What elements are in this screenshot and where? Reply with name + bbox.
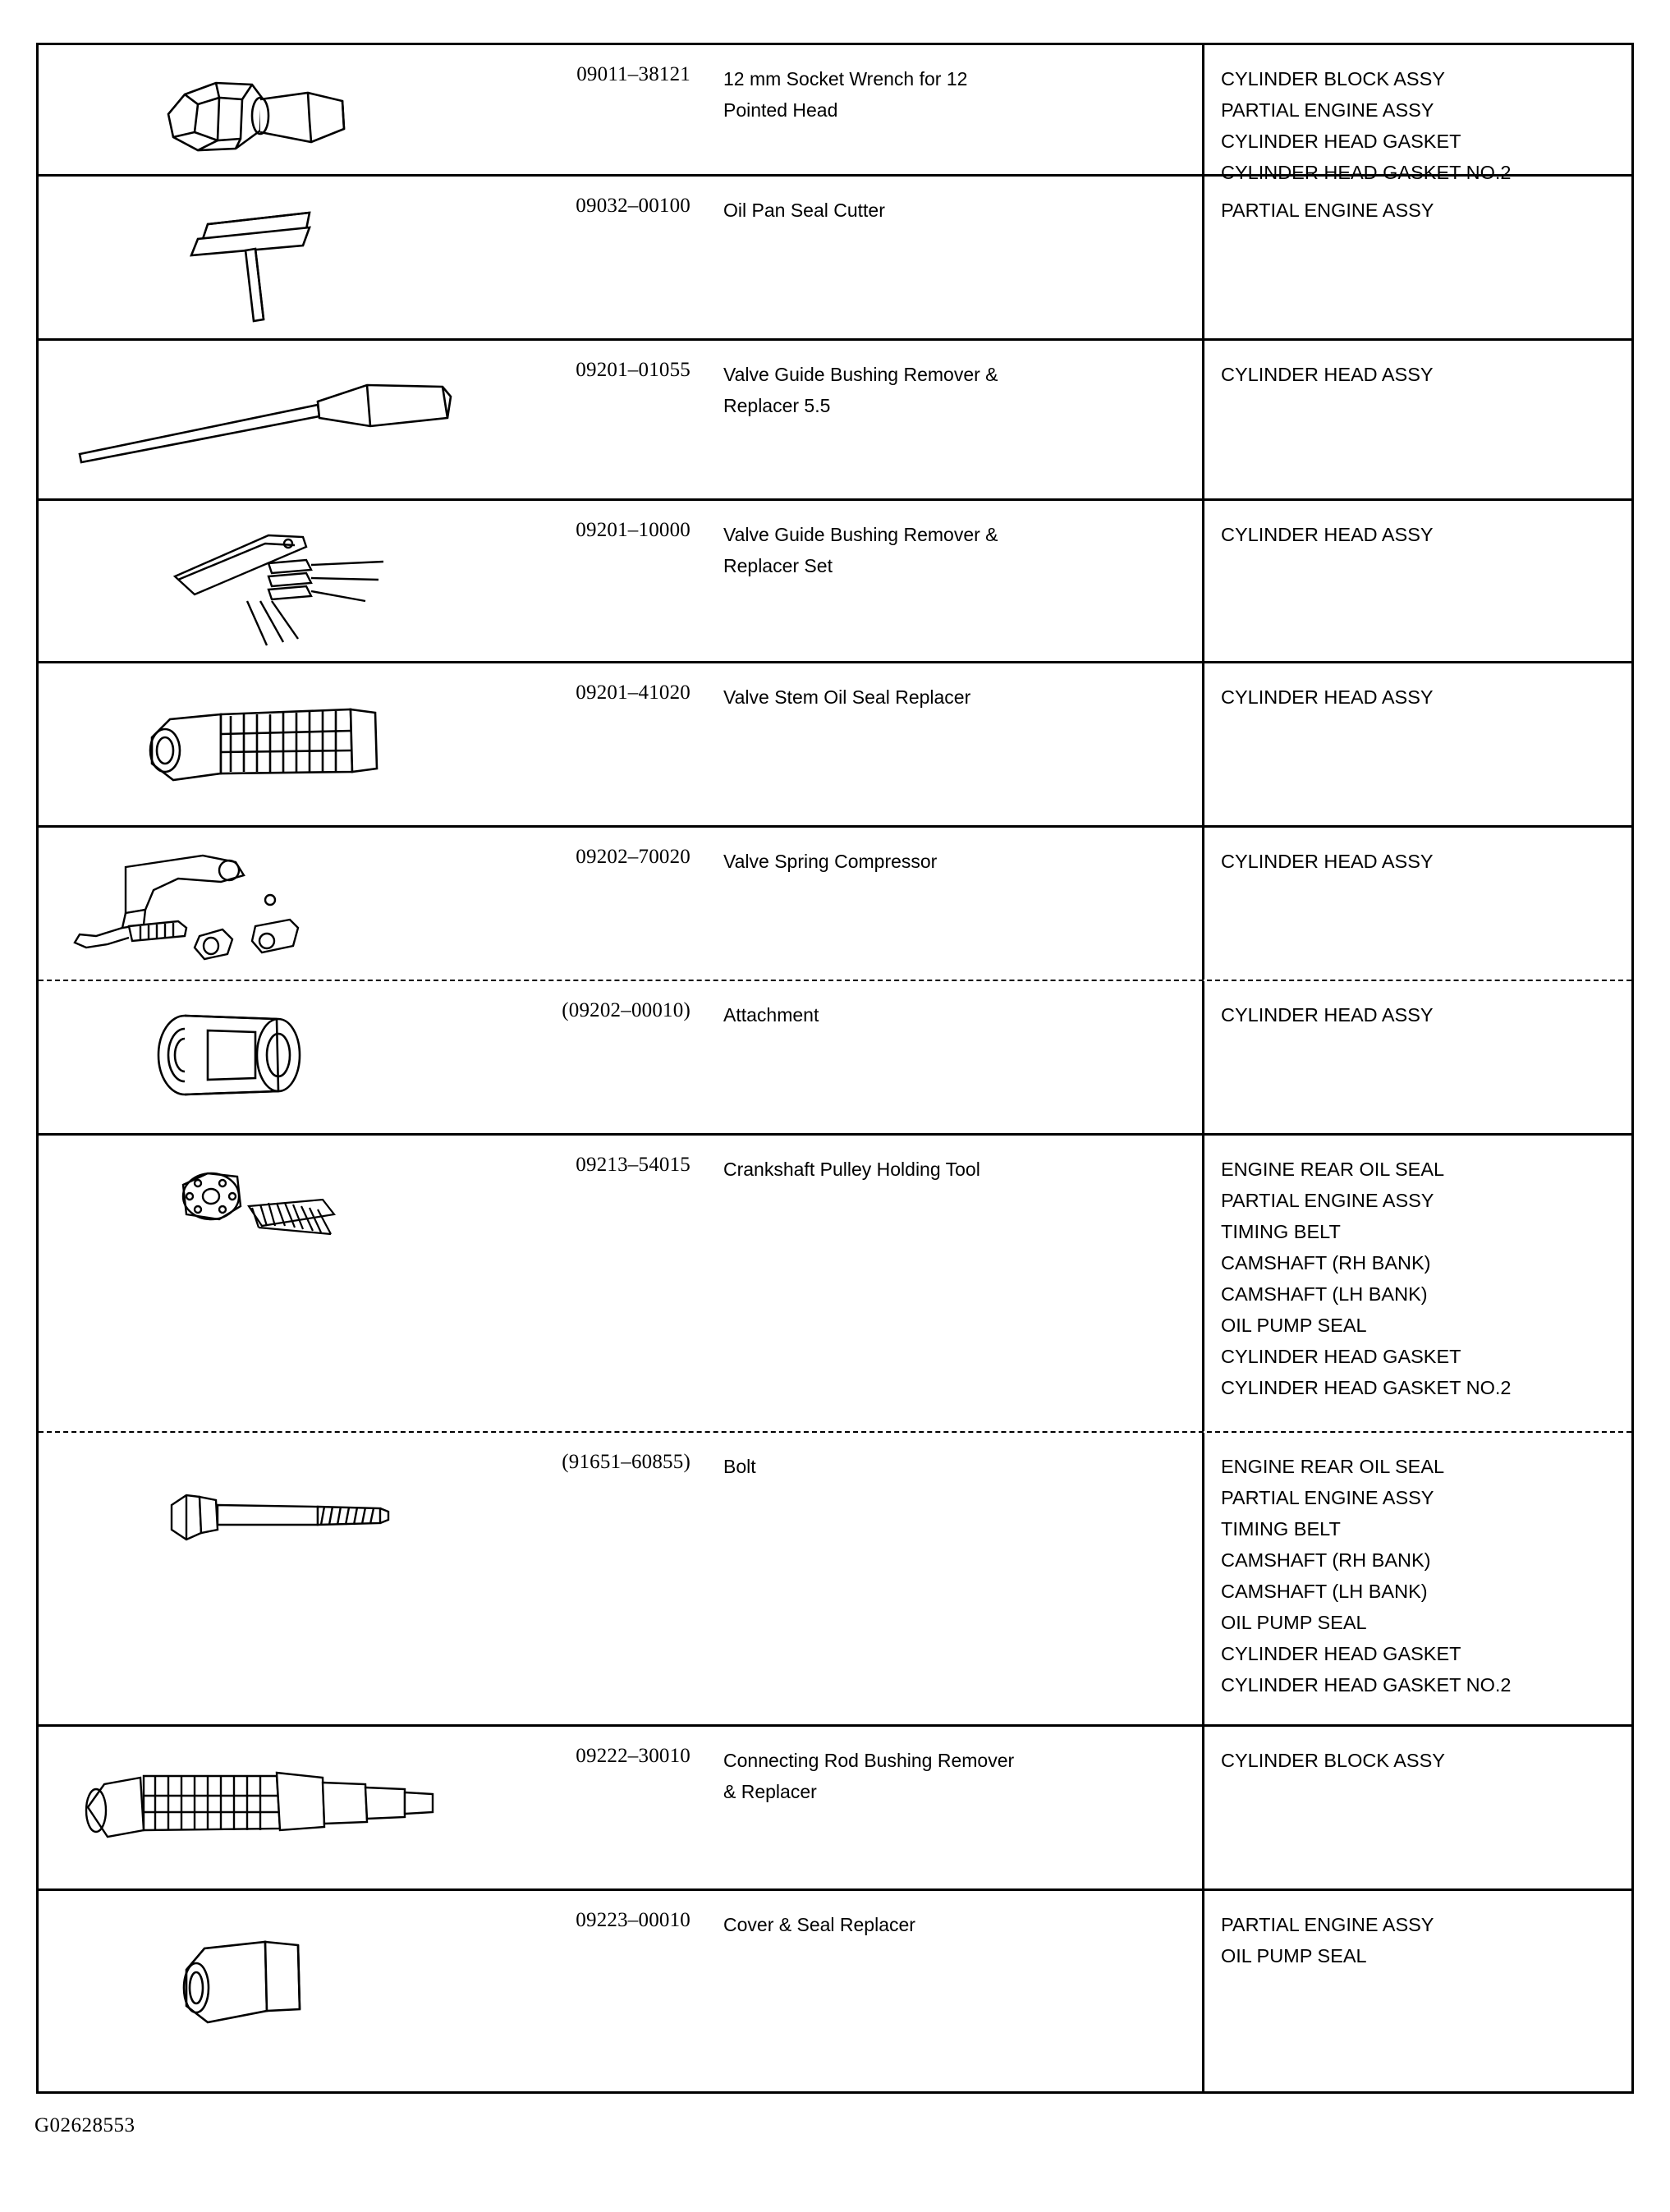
application-line: CAMSHAFT (RH BANK): [1221, 1252, 1431, 1274]
tool-number: 09201–01055: [576, 359, 690, 381]
tool-number: 09222–30010: [576, 1745, 690, 1767]
application-line: CAMSHAFT (LH BANK): [1221, 1581, 1428, 1602]
valve-guide-bushing-remover-icon: [71, 375, 466, 466]
application-line: CAMSHAFT (LH BANK): [1221, 1283, 1428, 1305]
bolt-icon: [154, 1482, 408, 1572]
tool-description: [695, 1727, 1204, 1888]
tool-illustration-cell: [39, 1136, 500, 1431]
desc-line: Valve Spring Compressor: [723, 851, 938, 872]
desc-line: Valve Stem Oil Seal Replacer: [723, 686, 971, 708]
special-service-tools-table: [36, 43, 1634, 2094]
tool-illustration-cell: [39, 501, 500, 661]
tool-illustration-cell: [39, 663, 500, 825]
desc-line: 12 mm Socket Wrench for 12: [723, 68, 968, 89]
tool-description: [695, 981, 1204, 1133]
table-row: [39, 1136, 1631, 1431]
table-row: [39, 1891, 1631, 2091]
application-line: ENGINE REAR OIL SEAL: [1221, 1159, 1445, 1180]
tool-description: [695, 828, 1204, 980]
tool-illustration-cell: [39, 341, 500, 498]
desc-line: Pointed Head: [723, 99, 838, 121]
tool-number: 09201–10000: [576, 519, 690, 541]
table-row: [39, 828, 1631, 980]
application-line: ENGINE REAR OIL SEAL: [1221, 1456, 1445, 1477]
desc-line: Valve Guide Bushing Remover &: [723, 364, 998, 385]
table-row: [39, 1727, 1631, 1891]
tool-number: 09213–54015: [576, 1154, 690, 1176]
tool-illustration-cell: [39, 45, 500, 174]
tool-illustration-cell: [39, 177, 500, 338]
application-line: CYLINDER HEAD GASKET: [1221, 131, 1461, 152]
tool-number: 09011–38121: [576, 63, 690, 85]
tool-number: 09202–70020: [576, 846, 690, 868]
tool-illustration-cell: [39, 1727, 500, 1888]
valve-stem-oil-seal-replacer-icon: [129, 701, 433, 800]
tool-description: [695, 501, 1204, 661]
attachment-icon: [145, 1004, 351, 1119]
tool-number: (09202–00010): [562, 999, 690, 1021]
application-line: PARTIAL ENGINE ASSY: [1221, 1487, 1434, 1508]
application-line: PARTIAL ENGINE ASSY: [1221, 200, 1434, 221]
table-row: [39, 980, 1631, 1136]
tool-application: [1204, 1727, 1631, 1888]
tool-application: [1204, 1891, 1631, 2091]
tool-number: 09201–41020: [576, 681, 690, 704]
figure-code: G02628553: [34, 2114, 135, 2136]
tool-description: [695, 177, 1204, 338]
application-line: CYLINDER HEAD GASKET: [1221, 1346, 1461, 1367]
tool-application: [1204, 828, 1631, 980]
tool-application: [1204, 341, 1631, 498]
application-line: CYLINDER HEAD GASKET NO.2: [1221, 162, 1512, 183]
connecting-rod-bushing-remover-icon: [80, 1760, 474, 1858]
desc-line: Connecting Rod Bushing Remover: [723, 1750, 1015, 1771]
table-row: [39, 1431, 1631, 1727]
application-line: CYLINDER HEAD ASSY: [1221, 686, 1434, 708]
application-line: TIMING BELT: [1221, 1221, 1341, 1242]
desc-line: Replacer 5.5: [723, 395, 831, 416]
desc-line: Oil Pan Seal Cutter: [723, 200, 885, 221]
desc-line: Bolt: [723, 1456, 756, 1477]
tool-description: [695, 1433, 1204, 1724]
application-line: CYLINDER HEAD GASKET NO.2: [1221, 1674, 1512, 1696]
tool-description: [695, 663, 1204, 825]
tool-description: [695, 1891, 1204, 2091]
application-line: CYLINDER HEAD GASKET NO.2: [1221, 1377, 1512, 1398]
tool-description: [695, 1136, 1204, 1431]
table-row: [39, 45, 1631, 183]
table-row: [39, 501, 1631, 663]
desc-line: Cover & Seal Replacer: [723, 1914, 915, 1935]
tool-illustration-cell: [39, 1891, 500, 2091]
desc-line: Attachment: [723, 1004, 819, 1026]
desc-line: Replacer Set: [723, 555, 833, 576]
application-line: CYLINDER BLOCK ASSY: [1221, 68, 1445, 89]
tool-number: 09032–00100: [576, 195, 690, 217]
tool-number: 09223–00010: [576, 1909, 690, 1931]
table-row: [39, 663, 1631, 828]
crankshaft-pulley-holding-tool-icon: [162, 1155, 433, 1303]
socket-wrench-icon: [137, 70, 375, 160]
application-line: TIMING BELT: [1221, 1518, 1341, 1540]
tool-application: [1204, 1136, 1631, 1431]
desc-line: & Replacer: [723, 1781, 817, 1802]
tool-number: (91651–60855): [562, 1451, 690, 1473]
tool-application: [1204, 177, 1631, 338]
tool-illustration-cell: [39, 981, 500, 1133]
tool-application: [1204, 501, 1631, 661]
tool-application: [1204, 981, 1631, 1133]
desc-line: Crankshaft Pulley Holding Tool: [723, 1159, 980, 1180]
table-row: [39, 341, 1631, 501]
application-line: CYLINDER HEAD GASKET: [1221, 1643, 1461, 1664]
valve-guide-bushing-remover-set-icon: [145, 522, 416, 654]
oil-pan-seal-cutter-icon: [186, 203, 367, 326]
application-line: PARTIAL ENGINE ASSY: [1221, 99, 1434, 121]
tool-description: [695, 45, 1204, 174]
cover-seal-replacer-icon: [162, 1930, 359, 2045]
tool-description: [695, 341, 1204, 498]
table-row: [39, 177, 1631, 341]
tool-illustration-cell: [39, 1433, 500, 1724]
application-line: OIL PUMP SEAL: [1221, 1315, 1367, 1336]
application-line: PARTIAL ENGINE ASSY: [1221, 1190, 1434, 1211]
tool-application: [1204, 663, 1631, 825]
application-line: CYLINDER HEAD ASSY: [1221, 524, 1434, 545]
application-line: PARTIAL ENGINE ASSY: [1221, 1914, 1434, 1935]
application-line: CYLINDER HEAD ASSY: [1221, 851, 1434, 872]
valve-spring-compressor-icon: [47, 844, 490, 967]
application-line: CYLINDER HEAD ASSY: [1221, 364, 1434, 385]
desc-line: Valve Guide Bushing Remover &: [723, 524, 998, 545]
tool-application: [1204, 45, 1631, 183]
application-line: CYLINDER HEAD ASSY: [1221, 1004, 1434, 1026]
tool-illustration-cell: [39, 828, 500, 980]
application-line: CYLINDER BLOCK ASSY: [1221, 1750, 1445, 1771]
application-line: OIL PUMP SEAL: [1221, 1945, 1367, 1966]
application-line: CAMSHAFT (RH BANK): [1221, 1549, 1431, 1571]
application-line: OIL PUMP SEAL: [1221, 1612, 1367, 1633]
tool-application: [1204, 1433, 1631, 1724]
